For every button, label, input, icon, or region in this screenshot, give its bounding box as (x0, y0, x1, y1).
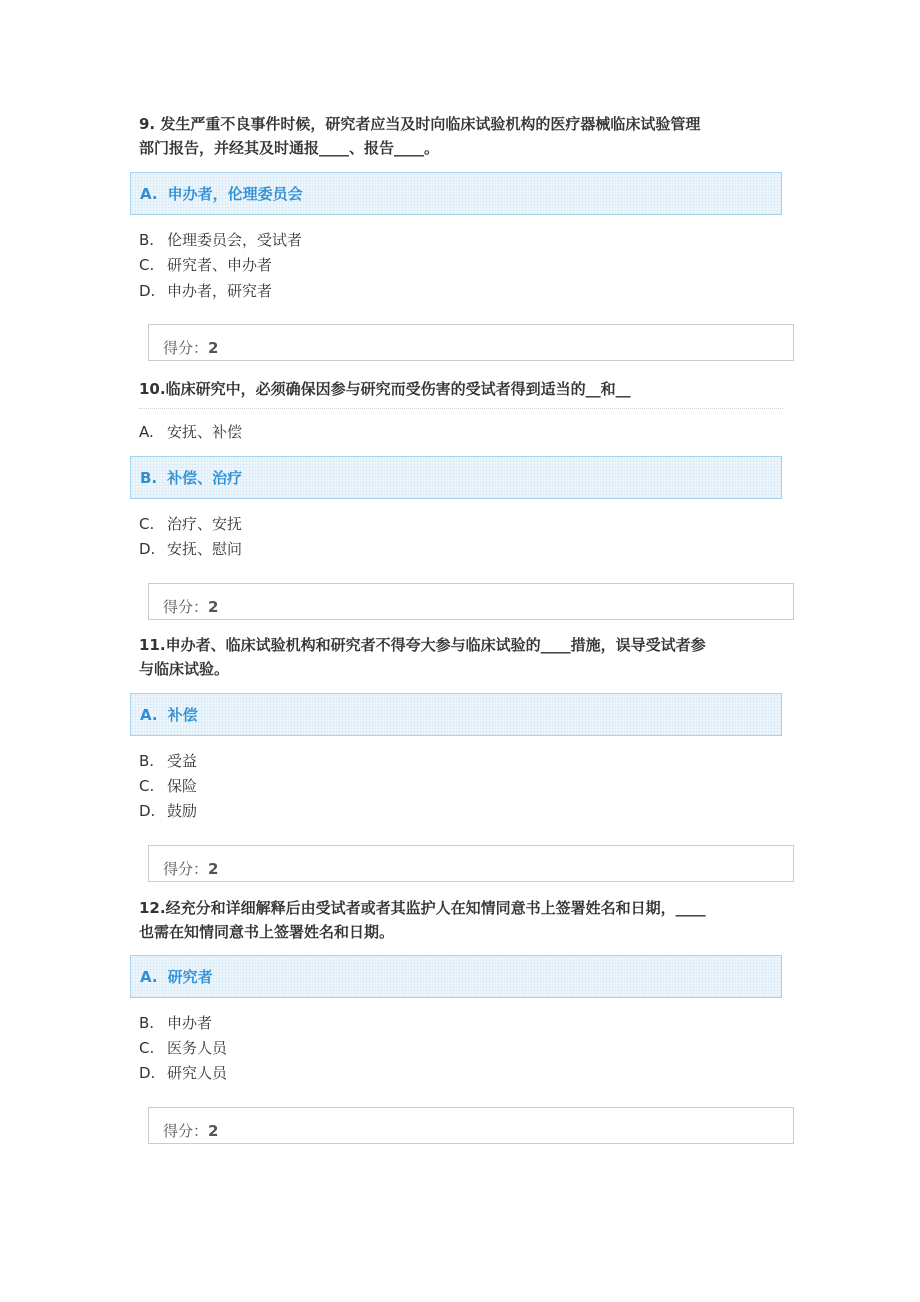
score-value: 2 (208, 598, 219, 616)
question-text-line1: 经充分和详细解释后由受试者或者其监护人在知情同意书上签署姓名和日期，____ (165, 899, 706, 917)
score-value: 2 (208, 339, 219, 357)
question-text-line2: 部门报告，并经其及时通报____、报告____。 (139, 139, 440, 157)
option-letter: C. (139, 256, 155, 274)
question-12-option-d[interactable] (139, 1063, 227, 1083)
question-9-score-box (148, 324, 794, 361)
question-11-option-c[interactable] (139, 776, 197, 796)
option-letter: D. (139, 802, 156, 820)
question-10-score-box (148, 583, 794, 620)
question-12-option-c[interactable] (139, 1038, 227, 1058)
option-letter: B. (140, 468, 158, 487)
score-label: 得分： (163, 339, 209, 357)
question-11-score-box (148, 845, 794, 882)
question-10-option-c[interactable] (139, 514, 242, 534)
question-number: 9. (139, 115, 156, 133)
question-9-option-b[interactable] (139, 230, 302, 250)
question-text-line1: 发生严重不良事件时候，研究者应当及时向临床试验机构的医疗器械临床试验管理 (155, 115, 701, 133)
question-11-option-d[interactable] (139, 801, 197, 821)
score-label: 得分： (163, 598, 209, 616)
option-text: 研究者、申办者 (167, 256, 273, 274)
option-text: 受益 (167, 752, 198, 770)
option-text: 医务人员 (167, 1039, 228, 1057)
option-text: 保险 (167, 777, 198, 795)
question-10-title (139, 377, 789, 401)
option-text: 申办者，研究者 (167, 282, 273, 300)
option-letter: A. (139, 423, 154, 441)
option-letter: B. (139, 752, 155, 770)
question-10-option-b-selected[interactable] (130, 456, 782, 499)
question-number: 11. (139, 636, 166, 654)
question-11-option-a-selected[interactable] (130, 693, 782, 736)
option-text: 补偿 (167, 706, 198, 724)
question-9-option-a-selected[interactable] (130, 172, 782, 215)
score-value: 2 (208, 1122, 219, 1140)
question-9-title (139, 112, 789, 160)
question-number: 12. (139, 899, 166, 917)
question-text-line2: 也需在知情同意书上签署姓名和日期。 (139, 923, 395, 941)
option-text: 研究人员 (167, 1064, 228, 1082)
option-letter: A. (140, 967, 158, 986)
score-text (163, 596, 218, 617)
question-number: 10. (139, 380, 166, 398)
question-9-option-d[interactable] (139, 281, 272, 301)
question-text-line2: 与临床试验。 (139, 660, 230, 678)
question-12-option-a-selected[interactable] (130, 955, 782, 998)
score-text (163, 858, 218, 879)
option-letter: A. (140, 705, 158, 724)
option-letter: C. (139, 515, 155, 533)
question-11-title (139, 633, 789, 681)
option-text: 安抚、补偿 (167, 423, 243, 441)
option-text: 安抚、慰问 (167, 540, 243, 558)
question-12-score-box (148, 1107, 794, 1144)
option-letter: D. (139, 540, 156, 558)
option-text: 补偿、治疗 (167, 469, 243, 487)
option-letter: D. (139, 1064, 156, 1082)
score-text (163, 1120, 218, 1141)
question-12-title (139, 896, 789, 944)
option-letter: C. (139, 1039, 155, 1057)
score-text (163, 337, 218, 358)
question-11-option-b[interactable] (139, 751, 197, 771)
question-10-divider (139, 408, 783, 409)
score-value: 2 (208, 860, 219, 878)
option-letter: B. (139, 231, 155, 249)
score-label: 得分： (163, 1122, 209, 1140)
question-text-line1: 临床研究中，必须确保因参与研究而受伤害的受试者得到适当的__和__ (165, 380, 631, 398)
question-10-option-d[interactable] (139, 539, 242, 559)
question-12-option-b[interactable] (139, 1013, 212, 1033)
question-10-option-a[interactable] (139, 422, 242, 442)
question-text-line1: 申办者、临床试验机构和研究者不得夸大参与临床试验的____措施，误导受试者参 (165, 636, 706, 654)
option-text: 研究者 (167, 968, 213, 986)
question-9-option-c[interactable] (139, 255, 272, 275)
option-letter: A. (140, 184, 158, 203)
option-letter: C. (139, 777, 155, 795)
option-text: 申办者 (167, 1014, 213, 1032)
option-text: 伦理委员会，受试者 (167, 231, 303, 249)
option-text: 鼓励 (167, 802, 198, 820)
score-label: 得分： (163, 860, 209, 878)
option-letter: B. (139, 1014, 155, 1032)
option-text: 治疗、安抚 (167, 515, 243, 533)
option-text: 申办者，伦理委员会 (167, 185, 303, 203)
option-letter: D. (139, 282, 156, 300)
